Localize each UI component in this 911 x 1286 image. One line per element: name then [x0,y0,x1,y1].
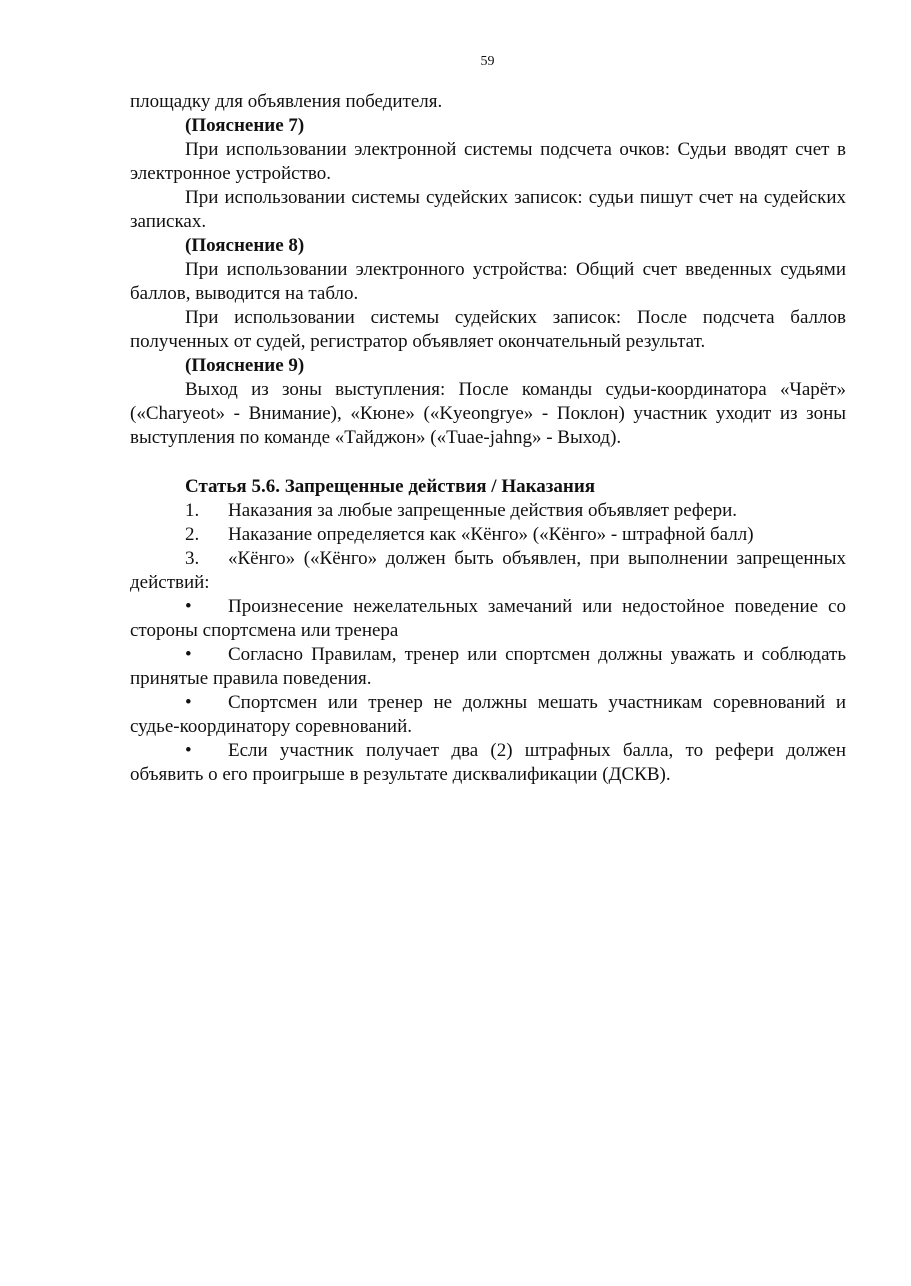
note-7-paragraph-2: При использовании системы судейских записок: судьи пишут счет на судейских записках. [130,187,846,232]
bullet-text: Согласно Правилам, тренер или спортсмен должны уважать и соблюдать принятые правила поведения. [130,644,846,689]
note-9-paragraph-1: Выход из зоны выступления: После команды судьи-координатора «Чарёт» («Charyeot» - Внимание), «Кюне» («Kyeongrye» - Поклон) участник уходит из зоны выступления по команде «Тайджон» («Tuae-jahng» - Выход). [130,379,846,448]
note-7-paragraph-1: При использовании электронной системы подсчета очков: Судьи вводят счет в электронное устройство. [130,139,846,184]
note-8-heading: (Пояснение 8) [185,235,305,256]
note-8-paragraph-2: При использовании системы судейских записок: После подсчета баллов полученных от судей, регистратор объявляет окончательный результат. [130,307,846,352]
bullet-icon: • [185,692,192,713]
note-7-heading: (Пояснение 7) [185,115,305,136]
bullet-item [130,643,846,691]
section-spacer [130,450,846,475]
item-text: «Кёнго» («Кёнго» должен быть объявлен, при выполнении запрещенных действий: [130,548,846,593]
item-text: Наказания за любые запрещенные действия объявляет рефери. [228,500,738,521]
note-9-heading: (Пояснение 9) [185,355,305,376]
bullet-icon: • [185,740,192,761]
bullet-text: Если участник получает два (2) штрафных балла, то рефери должен объявить о его проигрыше в результате дисквалификации (ДСКВ). [130,740,846,785]
item-text: Наказание определяется как «Кёнго» («Кёнго» - штрафной балл) [228,524,754,545]
bullet-item [130,691,846,739]
numbered-item [130,499,846,523]
bullet-item [130,739,846,787]
article-heading: Статья 5.6. Запрещенные действия / Наказания [185,476,596,497]
page-body [130,90,846,787]
page-number: 59 [480,54,495,69]
bullet-text: Спортсмен или тренер не должны мешать участникам соревнований и судье-координатору соревнований. [130,692,846,737]
note-8-paragraph-1: При использовании электронного устройства: Общий счет введенных судьями баллов, выводится на табло. [130,259,846,304]
numbered-item [130,547,846,595]
bullet-icon: • [185,596,192,617]
item-number: 3. [185,548,200,569]
bullet-text: Произнесение нежелательных замечаний или недостойное поведение со стороны спортсмена или тренера [130,596,846,641]
numbered-item [130,523,846,547]
bullet-icon: • [185,644,192,665]
item-number: 2. [185,524,200,545]
item-number: 1. [185,500,200,521]
bullet-item [130,595,846,643]
intro-line: площадку для объявления победителя. [130,91,443,112]
